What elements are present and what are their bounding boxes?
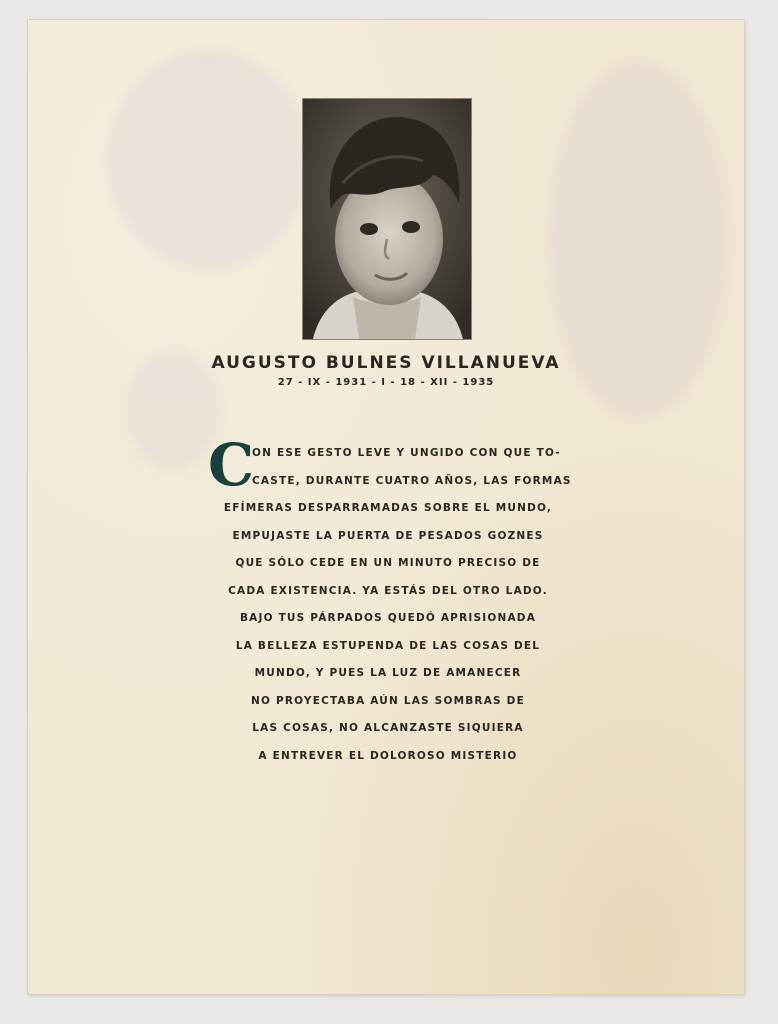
poem-line: EMPUJASTE LA PUERTA DE PESADOS GOZNES xyxy=(232,529,544,542)
poem-line: LA BELLEZA ESTUPENDA DE LAS COSAS DEL xyxy=(235,639,541,652)
drop-cap-initial: C xyxy=(208,431,255,499)
poem-line: QUE SÓLO CEDE EN UN MINUTO PRECISO DE xyxy=(235,557,541,569)
ink-stain xyxy=(108,50,308,270)
deceased-name: AUGUSTO BULNES VILLANUEVA xyxy=(211,353,561,373)
poem-line: EFÍMERAS DESPARRAMADAS SOBRE EL MUNDO, xyxy=(223,502,553,514)
poem-line: CASTE, DURANTE CUATRO AÑOS, LAS FORMAS xyxy=(252,474,572,487)
poem-line: MUNDO, Y PUES LA LUZ DE AMANECER xyxy=(254,667,522,679)
memorial-card xyxy=(28,20,744,994)
memorial-poem xyxy=(208,431,572,770)
poem-line: CADA EXISTENCIA. YA ESTÁS DEL OTRO LADO. xyxy=(228,584,548,597)
portrait-photo xyxy=(302,98,472,340)
child-portrait-image xyxy=(303,99,471,339)
poem-line: ON ESE GESTO LEVE Y UNGIDO CON QUE TO- xyxy=(252,447,561,459)
poem-line: A ENTREVER EL DOLOROSO MISTERIO xyxy=(258,749,518,762)
poem-line: BAJO TUS PÁRPADOS QUEDÓ APRISIONADA xyxy=(239,612,537,624)
life-dates: 27 - IX - 1931 - I - 18 - XII - 1935 xyxy=(277,377,495,388)
poem-line: LAS COSAS, NO ALCANZASTE SIQUIERA xyxy=(252,722,524,734)
poem-line: NO PROYECTABA AÚN LAS SOMBRAS DE xyxy=(251,694,525,707)
